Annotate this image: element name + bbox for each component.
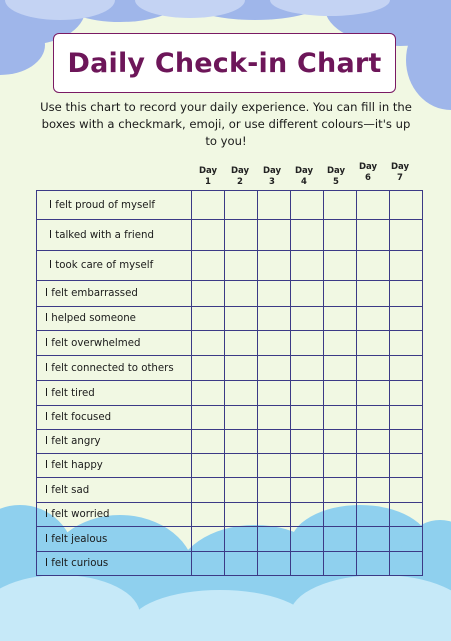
checkin-cell[interactable] <box>324 430 357 454</box>
checkin-cell[interactable] <box>291 478 324 503</box>
checkin-cell[interactable] <box>390 430 423 454</box>
table-row <box>37 356 423 381</box>
checkin-cell[interactable] <box>390 503 423 527</box>
checkin-cell[interactable] <box>258 381 291 406</box>
checkin-cell[interactable] <box>258 356 291 381</box>
checkin-cell[interactable] <box>225 281 258 307</box>
day-header-word: Day <box>294 166 314 176</box>
checkin-cell[interactable] <box>357 307 390 331</box>
day-header <box>384 162 416 188</box>
row-label: I felt focused <box>37 406 192 430</box>
checkin-cell[interactable] <box>390 331 423 356</box>
day-header-number: 7 <box>397 173 403 183</box>
checkin-cell[interactable] <box>291 381 324 406</box>
checkin-cell[interactable] <box>192 307 225 331</box>
checkin-cell[interactable] <box>258 281 291 307</box>
checkin-cell[interactable] <box>192 251 225 281</box>
table-row <box>37 331 423 356</box>
day-header <box>224 166 256 192</box>
row-label: I felt proud of myself <box>37 191 192 220</box>
checkin-cell[interactable] <box>291 527 324 552</box>
checkin-cell[interactable] <box>357 406 390 430</box>
checkin-cell[interactable] <box>390 356 423 381</box>
day-header <box>256 166 288 192</box>
checkin-cell[interactable] <box>258 454 291 478</box>
checkin-cell[interactable] <box>390 552 423 576</box>
table-row <box>37 478 423 503</box>
checkin-cell[interactable] <box>324 406 357 430</box>
row-label: I felt connected to others <box>37 356 192 381</box>
checkin-cell[interactable] <box>357 331 390 356</box>
row-label: I took care of myself <box>37 251 192 281</box>
table-row <box>37 307 423 331</box>
checkin-cell[interactable] <box>324 331 357 356</box>
day-header-word: Day <box>358 162 378 172</box>
row-label: I felt happy <box>37 454 192 478</box>
table-row <box>37 430 423 454</box>
day-header-word: Day <box>390 162 410 172</box>
row-label: I felt jealous <box>37 527 192 552</box>
checkin-cell[interactable] <box>357 454 390 478</box>
checkin-cell[interactable] <box>390 281 423 307</box>
checkin-cell[interactable] <box>357 381 390 406</box>
checkin-cell[interactable] <box>324 251 357 281</box>
checkin-grid <box>36 190 423 576</box>
checkin-cell[interactable] <box>192 381 225 406</box>
checkin-cell[interactable] <box>324 191 357 220</box>
checkin-cell[interactable] <box>192 406 225 430</box>
day-header-word: Day <box>198 166 218 176</box>
checkin-cell[interactable] <box>258 307 291 331</box>
table-row <box>37 454 423 478</box>
checkin-cell[interactable] <box>291 251 324 281</box>
checkin-cell[interactable] <box>225 331 258 356</box>
checkin-cell[interactable] <box>390 454 423 478</box>
checkin-cell[interactable] <box>258 191 291 220</box>
checkin-cell[interactable] <box>225 503 258 527</box>
page-title: Daily Check-in Chart <box>67 47 382 79</box>
checkin-cell[interactable] <box>192 454 225 478</box>
checkin-cell[interactable] <box>225 527 258 552</box>
checkin-cell[interactable] <box>291 552 324 576</box>
checkin-cell[interactable] <box>324 503 357 527</box>
table-row <box>37 527 423 552</box>
checkin-cell[interactable] <box>324 281 357 307</box>
day-header <box>192 166 224 192</box>
day-header <box>352 162 384 188</box>
row-label: I felt worried <box>37 503 192 527</box>
checkin-cell[interactable] <box>192 503 225 527</box>
checkin-cell[interactable] <box>258 478 291 503</box>
checkin-cell[interactable] <box>192 430 225 454</box>
day-header-number: 3 <box>269 177 275 187</box>
checkin-cell[interactable] <box>357 552 390 576</box>
checkin-table <box>36 190 423 576</box>
table-row <box>37 381 423 406</box>
checkin-cell[interactable] <box>192 331 225 356</box>
checkin-cell[interactable] <box>258 331 291 356</box>
checkin-cell[interactable] <box>324 381 357 406</box>
checkin-cell[interactable] <box>357 356 390 381</box>
checkin-cell[interactable] <box>324 307 357 331</box>
checkin-cell[interactable] <box>192 281 225 307</box>
day-header <box>320 166 352 192</box>
checkin-cell[interactable] <box>192 527 225 552</box>
table-row <box>37 281 423 307</box>
checkin-cell[interactable] <box>390 251 423 281</box>
checkin-cell[interactable] <box>390 220 423 251</box>
checkin-cell[interactable] <box>357 251 390 281</box>
checkin-cell[interactable] <box>225 307 258 331</box>
checkin-cell[interactable] <box>258 220 291 251</box>
row-label: I felt curious <box>37 552 192 576</box>
checkin-cell[interactable] <box>324 356 357 381</box>
day-header-number: 2 <box>237 177 243 187</box>
intro-text: Use this chart to record your daily experience. You can fill in the boxes with a checkmark, emoji, or use different colours—it's up to you! <box>40 100 412 148</box>
checkin-cell[interactable] <box>291 356 324 381</box>
day-header-word: Day <box>262 166 282 176</box>
checkin-cell[interactable] <box>357 478 390 503</box>
day-header <box>288 166 320 192</box>
table-row <box>37 251 423 281</box>
checkin-cell[interactable] <box>258 251 291 281</box>
checkin-cell[interactable] <box>390 527 423 552</box>
checkin-cell[interactable] <box>291 191 324 220</box>
checkin-cell[interactable] <box>390 406 423 430</box>
day-header-number: 6 <box>365 173 371 183</box>
checkin-cell[interactable] <box>291 454 324 478</box>
checkin-cell[interactable] <box>324 552 357 576</box>
checkin-cell[interactable] <box>225 251 258 281</box>
checkin-cell[interactable] <box>192 478 225 503</box>
checkin-cell[interactable] <box>291 503 324 527</box>
day-header-number: 4 <box>301 177 307 187</box>
checkin-cell[interactable] <box>192 356 225 381</box>
table-row <box>37 552 423 576</box>
checkin-cell[interactable] <box>225 220 258 251</box>
row-label: I felt angry <box>37 430 192 454</box>
checkin-cell[interactable] <box>291 281 324 307</box>
day-header-word: Day <box>230 166 250 176</box>
table-row <box>37 503 423 527</box>
checkin-cell[interactable] <box>324 454 357 478</box>
checkin-cell[interactable] <box>225 191 258 220</box>
day-header-number: 1 <box>205 177 211 187</box>
checkin-cell[interactable] <box>291 307 324 331</box>
day-header-word: Day <box>326 166 346 176</box>
checkin-cell[interactable] <box>192 552 225 576</box>
checkin-cell[interactable] <box>357 430 390 454</box>
row-label: I helped someone <box>37 307 192 331</box>
checkin-cell[interactable] <box>225 454 258 478</box>
row-label: I talked with a friend <box>37 220 192 251</box>
checkin-cell[interactable] <box>390 381 423 406</box>
checkin-cell[interactable] <box>291 430 324 454</box>
checkin-cell[interactable] <box>390 478 423 503</box>
row-label: I felt embarrassed <box>37 281 192 307</box>
checkin-cell[interactable] <box>357 527 390 552</box>
row-label: I felt sad <box>37 478 192 503</box>
table-row <box>37 191 423 220</box>
checkin-cell[interactable] <box>324 527 357 552</box>
checkin-cell[interactable] <box>225 381 258 406</box>
checkin-cell[interactable] <box>225 478 258 503</box>
checkin-cell[interactable] <box>357 220 390 251</box>
checkin-cell[interactable] <box>225 430 258 454</box>
checkin-cell[interactable] <box>258 406 291 430</box>
checkin-cell[interactable] <box>291 220 324 251</box>
checkin-cell[interactable] <box>192 220 225 251</box>
checkin-cell[interactable] <box>225 552 258 576</box>
checkin-cell[interactable] <box>258 430 291 454</box>
day-header-number: 5 <box>333 177 339 187</box>
title-banner <box>53 33 396 93</box>
table-row <box>37 220 423 251</box>
checkin-cell[interactable] <box>324 478 357 503</box>
checkin-cell[interactable] <box>390 307 423 331</box>
checkin-cell[interactable] <box>258 527 291 552</box>
table-row <box>37 406 423 430</box>
checkin-cell[interactable] <box>324 220 357 251</box>
checkin-cell[interactable] <box>258 552 291 576</box>
checkin-cell[interactable] <box>225 356 258 381</box>
checkin-cell[interactable] <box>291 331 324 356</box>
checkin-cell[interactable] <box>357 191 390 220</box>
checkin-cell[interactable] <box>357 281 390 307</box>
checkin-cell[interactable] <box>192 191 225 220</box>
checkin-cell[interactable] <box>225 406 258 430</box>
row-label: I felt tired <box>37 381 192 406</box>
checkin-cell[interactable] <box>291 406 324 430</box>
checkin-cell[interactable] <box>390 191 423 220</box>
row-label: I felt overwhelmed <box>37 331 192 356</box>
checkin-cell[interactable] <box>258 503 291 527</box>
checkin-cell[interactable] <box>357 503 390 527</box>
